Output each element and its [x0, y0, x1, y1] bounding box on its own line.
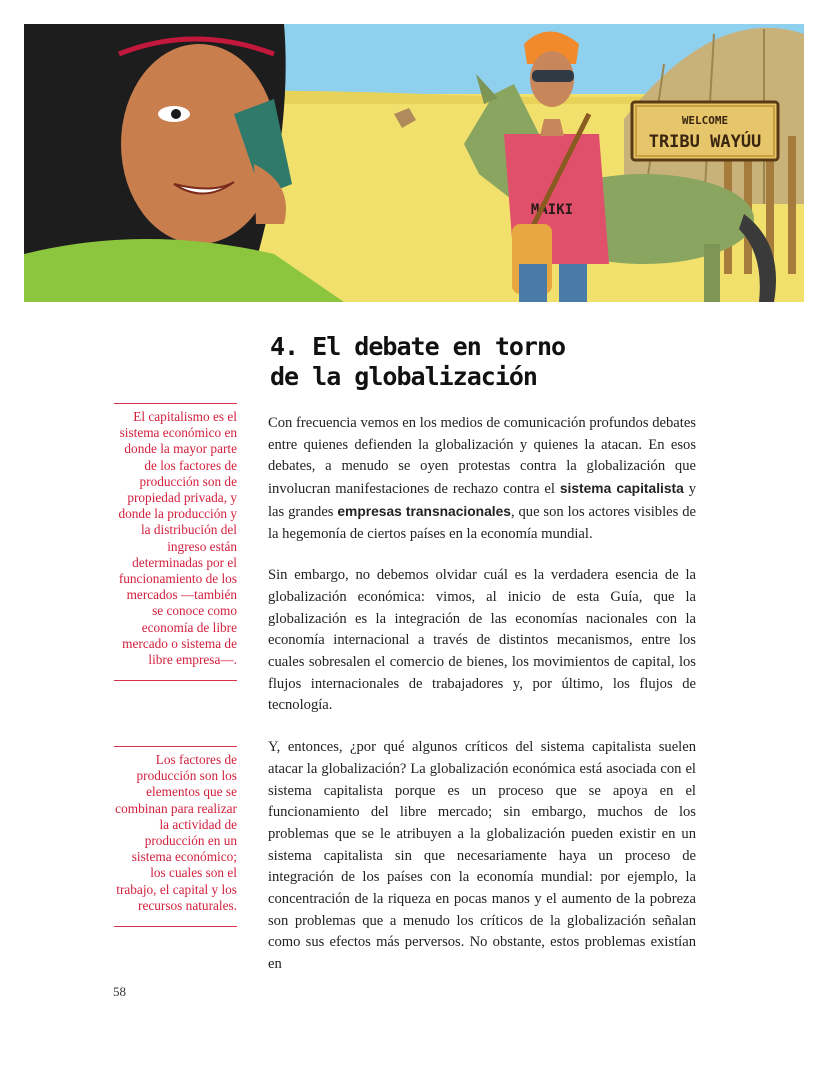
term-sistema-capitalista: sistema capitalista: [559, 481, 684, 497]
body-text: [268, 413, 696, 996]
welcome-sign: [632, 102, 778, 160]
paragraph-1: [268, 413, 696, 545]
sidebar-definition-capitalism: El capitalismo es el sistema económico en donde la mayor parte de los factores de producción son de propiedad privada, y donde la producción y la distribución del ingreso están determinadas por el funcionamiento de los mercados —también se conoce como economía de libre mercado o sistema de libre empresa—.: [114, 403, 237, 681]
paragraph-1-text-a: Con frecuencia vemos en los medios de comunicación profundos debates entre quienes defienden la globalización y quienes la atacan. En esos debates, a menudo se oyen protestas contra la globalización que involucran manifestaciones de rechazo contra el: [268, 415, 696, 498]
paragraph-1-text-c: , que son los actores visibles de la hegemonía de ciertos países en la economía mundial.: [268, 503, 696, 542]
paragraph-1-text-b: y las grandes: [268, 481, 696, 520]
page-number: 58: [113, 984, 126, 999]
shirt-text: MAIKI: [530, 202, 574, 218]
sign-welcome-text: WELCOME: [681, 114, 729, 127]
term-empresas-transnacionales: empresas transnacionales: [337, 503, 511, 519]
paragraph-2: Sin embargo, no debemos olvidar cuál es la verdadera esencia de la globalización económica: vimos, al inicio de esta Guía, que la globalización es la integración de las economías nacionales con la economía internacional a través de distintos mecanismos, entre los cuales sobresalen el comercio de bienes, los movimientos de capital, los flujos internacionales de trabajadores y, por último, los flujos de tecnología.: [268, 567, 696, 714]
comic-illustration: [24, 24, 804, 302]
header-illustration: [24, 24, 804, 302]
title-line-1: 4. El debate en torno: [270, 332, 566, 361]
sidebar-definition-factors: Los factores de producción son los elementos que se combinan para realizar la actividad de producción en un sistema económico; los cuales son el trabajo, el capital y los recursos naturales.: [114, 746, 237, 927]
sign-tribe-text: TRIBU WAYÚU: [648, 132, 762, 152]
section-title: [270, 332, 565, 392]
title-line-2: de la globalización: [270, 362, 537, 391]
paragraph-3: Y, entonces, ¿por qué algunos críticos del sistema capitalista suelen atacar la globalización? La globalización económica está asociada con el sistema capitalista porque es un proceso que se apoya en el funcionamiento del libre mercado; sin embargo, muchos de los problemas que se le atribuyen a la globalización pueden existir en un sistema capitalista sin que necesariamente haya un proceso de integración de los países con la economía mundial: por ejemplo, la concentración de la riqueza en pocas manos y el aumento de la pobreza son problemas que a menudo los críticos de la globalización señalan como sus efectos más perversos. No obstante, estos problemas existían en: [268, 739, 696, 973]
